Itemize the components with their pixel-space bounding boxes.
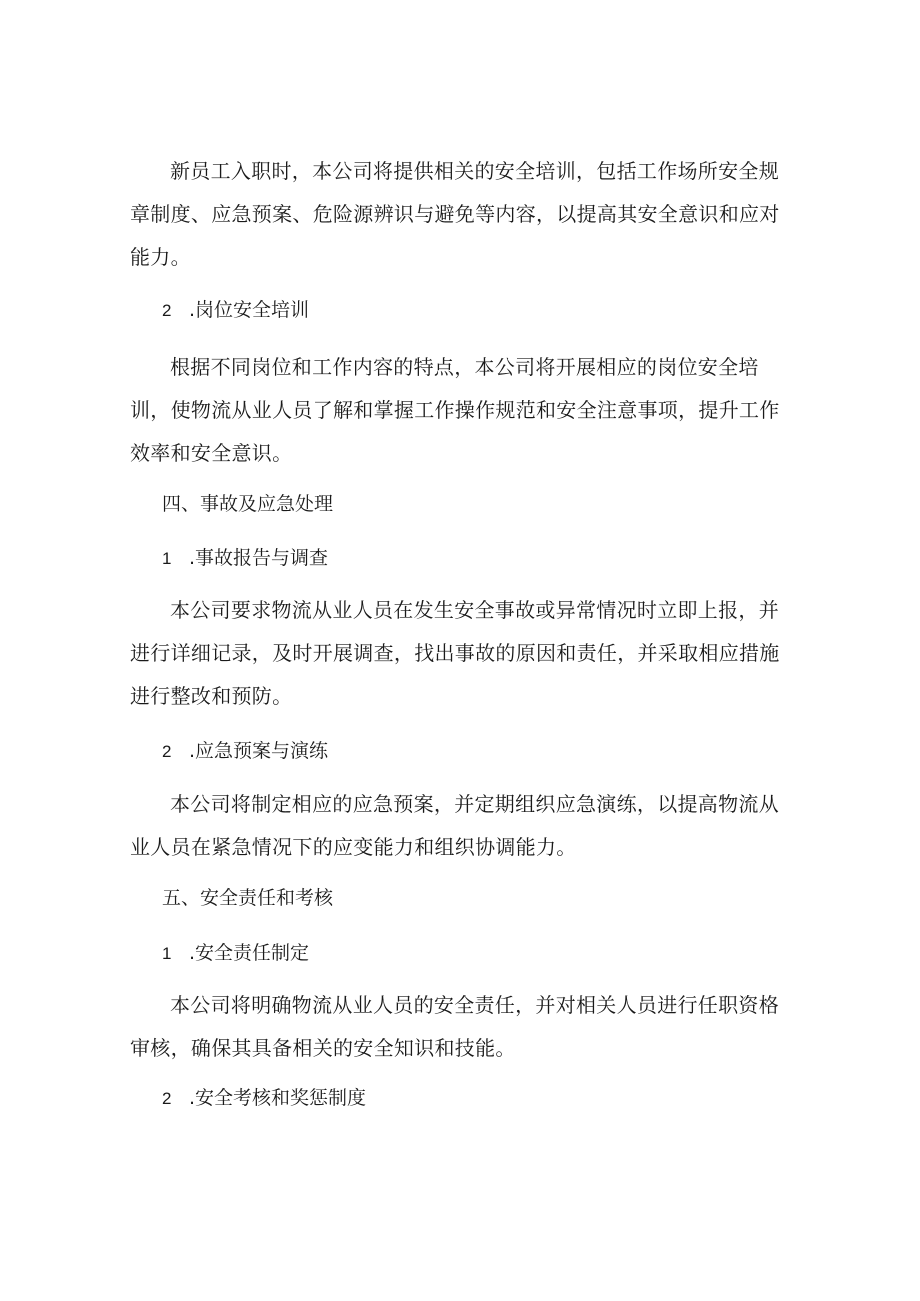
- subheading-assessment-rewards: [130, 1085, 822, 1112]
- paragraph-responsibility-definition: 本公司将明确物流从业人员的安全责任，并对相关人员进行任职资格审核，确保其具备相关的安全知识和技能。: [130, 993, 779, 1060]
- paragraph-new-employee-training: 新员工入职时，本公司将提供相关的安全培训，包括工作场所安全规章制度、应急预案、危险源辨识与避免等内容，以提高其安全意识和应对能力。: [130, 159, 780, 269]
- subheading-emergency-plan: [130, 738, 822, 765]
- subheading-number: 1: [162, 549, 172, 568]
- subheading-text: .安全责任制定: [189, 942, 310, 964]
- subheading-accident-report: [130, 545, 822, 572]
- section-heading-accident-emergency: 四、事故及应急处理: [162, 493, 334, 515]
- paragraph-emergency-plan: 本公司将制定相应的应急预案，并定期组织应急演练，以提高物流从业人员在紧急情况下的应变能力和组织协调能力。: [130, 792, 779, 859]
- section-heading-safety-responsibility: 五、安全责任和考核: [162, 887, 334, 909]
- subheading-number: 2: [162, 301, 172, 320]
- paragraph-post-safety-training: 根据不同岗位和工作内容的特点，本公司将开展相应的岗位安全培训，使物流从业人员了解和掌握工作操作规范和安全注意事项，提升工作效率和安全意识。: [130, 355, 780, 465]
- subheading-post-safety-training: [130, 297, 822, 324]
- subheading-responsibility-definition: [130, 940, 822, 967]
- subheading-number: 2: [162, 742, 172, 761]
- subheading-number: 2: [162, 1089, 172, 1108]
- subheading-text: .事故报告与调查: [189, 547, 329, 569]
- subheading-text: .安全考核和奖惩制度: [189, 1087, 367, 1109]
- subheading-text: .应急预案与演练: [189, 740, 329, 762]
- paragraph-accident-report: 本公司要求物流从业人员在发生安全事故或异常情况时立即上报，并进行详细记录，及时开展调查，找出事故的原因和责任，并采取相应措施进行整改和预防。: [130, 598, 780, 708]
- subheading-number: 1: [162, 944, 172, 963]
- subheading-text: .岗位安全培训: [189, 299, 310, 321]
